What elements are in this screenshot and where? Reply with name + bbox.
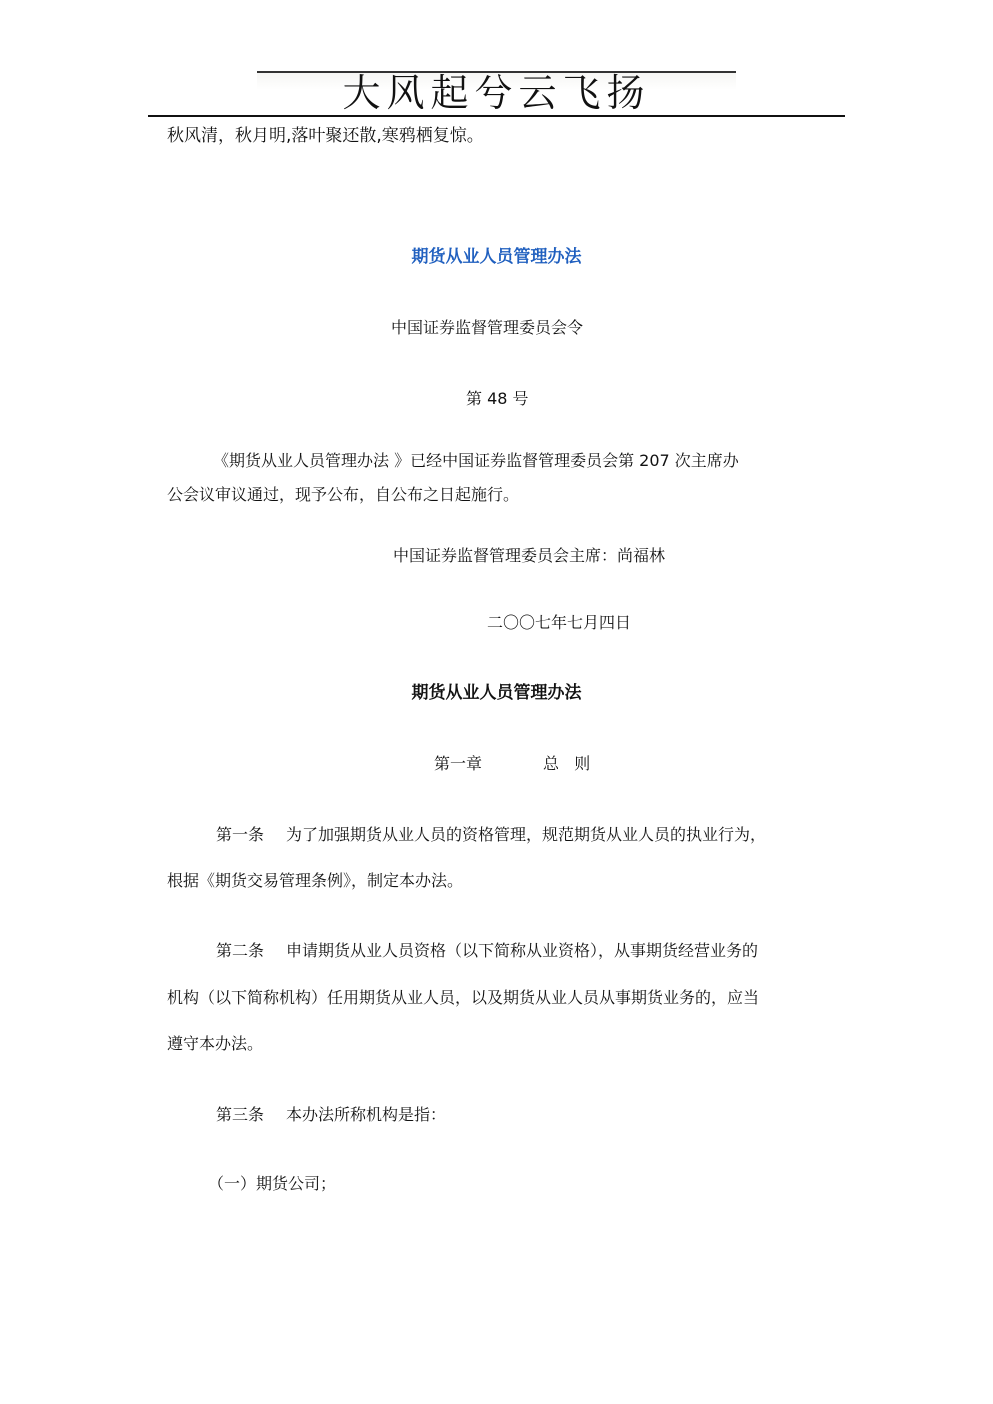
document-title-link[interactable]: 期货从业人员管理办法 <box>411 247 582 267</box>
article-3-line-1: 本办法所称机构是指： <box>286 1105 447 1124</box>
issuer-line: 中国证券监督管理委员会令 <box>391 318 584 337</box>
banner-title: 大风起兮云飞扬 <box>342 71 651 115</box>
article-2-label: 第二条 <box>216 941 265 960</box>
article-1-line-1: 为了加强期货从业人员的资格管理，规范期货从业人员的执业行为， <box>286 825 767 844</box>
article-1-label: 第一条 <box>216 825 265 844</box>
signatory: 中国证券监督管理委员会主席：尚福林 <box>393 546 666 565</box>
issue-date: 二〇〇七年七月四日 <box>487 613 632 632</box>
preamble-line-1: 《期货从业人员管理办法 》已经中国证券监督管理委员会第 207 次主席办 <box>213 451 739 470</box>
article-2-line-3: 遵守本办法。 <box>167 1034 264 1053</box>
article-3-label: 第三条 <box>216 1105 265 1124</box>
preamble-line-2: 公会议审议通过，现予公布，自公布之日起施行。 <box>167 485 520 504</box>
order-number: 第 48 号 <box>466 389 529 408</box>
header-bottom-rule <box>148 115 845 117</box>
chapter-number: 第一章 <box>434 754 483 773</box>
header-tagline: 秋风清，秋月明,落叶聚还散,寒鸦栖复惊。 <box>167 126 484 146</box>
article-2-line-2: 机构（以下简称机构）任用期货从业人员，以及期货从业人员从事期货业务的，应当 <box>167 988 760 1007</box>
article-2-line-1: 申请期货从业人员资格（以下简称从业资格），从事期货经营业务的 <box>286 941 759 960</box>
list-item: （一）期货公司； <box>208 1174 337 1193</box>
main-title: 期货从业人员管理办法 <box>411 683 582 703</box>
article-1-line-2: 根据《期货交易管理条例》，制定本办法。 <box>167 871 464 890</box>
chapter-name: 总 则 <box>543 754 591 773</box>
